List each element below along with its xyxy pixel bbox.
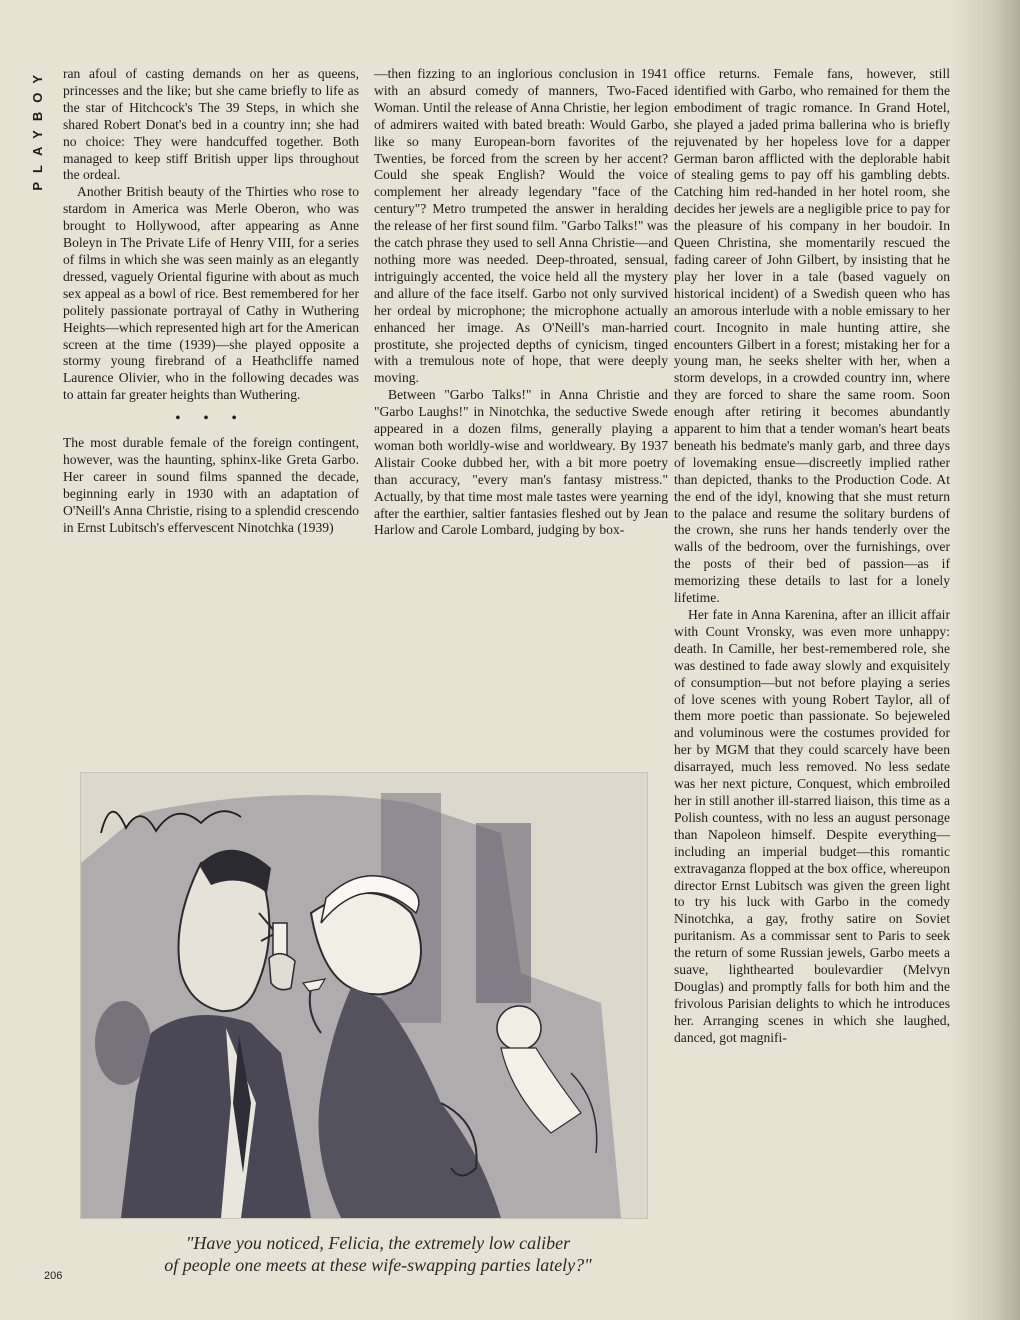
page-gutter-shadow: [950, 0, 1020, 1320]
section-separator: • • •: [175, 410, 247, 426]
caption-line: of people one meets at these wife-swapping parties lately?": [164, 1255, 592, 1275]
paragraph: —then fizzing to an inglorious conclusion in 1941 with an absurd comedy of manners, Two-Faced Woman. Until the release of Anna Christie, her legion of admirers waited with bated breath: Would Garbo, like so many European-born favorites of the Twenties, be forced from the screen by her accent? Could she speak English? Would the voice complement her already legendary "face of the century"? Metro trumpeted the answer in heralding the release of her first sound film. "Garbo Talks!" was the catch phrase they used to sell Anna Christie—and nothing more was needed. Deep-throated, sensual, intriguingly accented, the voice held all the mystery and allure of the face itself. Garbo not only survived her ordeal by microphone; the microphone actually enhanced her image. As O'Neill's man-harried prostitute, she projected depths of cynicism, tinged with a tremulous note of hope, that were deeply moving.: [374, 66, 668, 386]
text-column-1: [63, 66, 359, 536]
cartoon-illustration: [80, 772, 648, 1219]
paragraph: office returns. Female fans, however, still identified with Garbo, who remained for them the embodiment of tragic romance. In Grand Hotel, she played a jaded prima ballerina who is briefly rejuvenated by her hopeless love for a dapper German baron afflicted with the deplorable habit of stealing gems to pay off his gambling debts. Catching him red-handed in her hotel room, she decides her jewels are a negligible price to pay for the pleasure of his company in her boudoir. In Queen Christina, she momentarily rescued the fading career of John Gilbert, by insisting that he play her lover in a tale (based vaguely on historical incident) of a Swedish queen who has an amorous interlude with a noble emissary to her court. Incognito in male hunting attire, she encounters Gilbert in a forest; mistaking her for a young man, he seeks shelter with her, when a storm develops, in a crowded country inn, where they are forced to share the same room. Soon enough after retiring it becomes abundantly apparent to him that a tender woman's heart beats beneath his bedmate's manly garb, and three days of lovemaking ensue—discreetly implied rather than depicted, thanks to the Production Code. At the end of the idyl, knowing that she must return to the palace and resume the solitary burdens of the crown, she runs her hands tenderly over the walls of the bedroom, over the furnishings, over the posts of their bed of passion—as if memorizing these details to last for a lonely lifetime.: [674, 66, 950, 606]
text-column-2: [374, 66, 668, 539]
cartoon-drawing: [81, 773, 647, 1218]
magazine-name-vertical: PLAYBOY: [30, 66, 45, 191]
cartoon-caption: [108, 1232, 648, 1276]
paragraph: Between "Garbo Talks!" in Anna Christie and "Garbo Laughs!" in Ninotchka, the seductive Swede appeared in a dozen films, generally playing a woman both worldly-wise and worldweary. By 1937 Alistair Cooke dubbed her, with a bit more poetry than accuracy, "every man's fantasy mistress." Actually, by that time most male tastes were yearning after the earthier, saltier fantasies fleshed out by Jean Harlow and Carole Lombard, judging by box-: [374, 387, 668, 538]
paragraph: ran afoul of casting demands on her as queens, princesses and the like; but she came briefly to life as the star of Hitchcock's The 39 Steps, in which she shared Robert Donat's bed in a country inn; she had no choice: They were handcuffed together. Both managed to keep stiff British upper lips throughout the ordeal.: [63, 66, 359, 183]
paragraph: Another British beauty of the Thirties who rose to stardom in America was Merle Oberon, who was brought to Hollywood, after appearing as Anne Boleyn in The Private Life of Henry VIII, for a series of films in which she was seen mainly as an elegantly dressed, vaguely Oriental figurine with about as much sex appeal as a bowl of rice. Best remembered for her politely passionate portrayal of Cathy in Wuthering Heights—which represented high art for the American screen at the time (1939)—she played opposite a stormy young firebrand of a Heathcliffe named Laurence Olivier, who in the following decades was to attain far greater heights than Wuthering.: [63, 184, 359, 403]
page-number: 206: [44, 1270, 63, 1282]
text-column-3: [674, 66, 950, 1296]
caption-line: "Have you noticed, Felicia, the extremely low caliber: [185, 1233, 571, 1253]
paragraph: Her fate in Anna Karenina, after an illicit affair with Count Vronsky, was even more unhappy: death. In Camille, her best-remembered role, she was destined to fade away slowly and exquisitely of consumption—but not before playing a series of love scenes with young Robert Taylor, all of them more poetic than passionate. So bejeweled and voluminous were the costumes provided for her by MGM that they could scarcely have been disarrayed, much less removed. No less sedate was her next picture, Conquest, which embroiled her in still another ill-starred liaison, this time as a Polish countess, with no less an august personage than Napoleon himself. Despite everything—including an imperial budget—this romantic extravaganza flopped at the box office, whereupon director Ernst Lubitsch was given the green light to try his luck with Garbo in the comedy Ninotchka, a gay, frothy satire on Soviet puritanism. As a commissar sent to Paris to seek the return of some Russian jewels, Garbo meets a suave, lighthearted boulevardier (Melvyn Douglas) and promptly falls for both him and the frivolous Parisian delights to which he introduces her. Arranging scenes in which she laughed, danced, got magnifi-: [674, 607, 950, 1045]
paragraph: The most durable female of the foreign contingent, however, was the haunting, sphinx-like Greta Garbo. Her career in sound films spanned the decade, beginning early in 1930 with an adaptation of O'Neill's Anna Christie, rising to a splendid crescendo in Ernst Lubitsch's effervescent Ninotchka (1939): [63, 435, 359, 535]
